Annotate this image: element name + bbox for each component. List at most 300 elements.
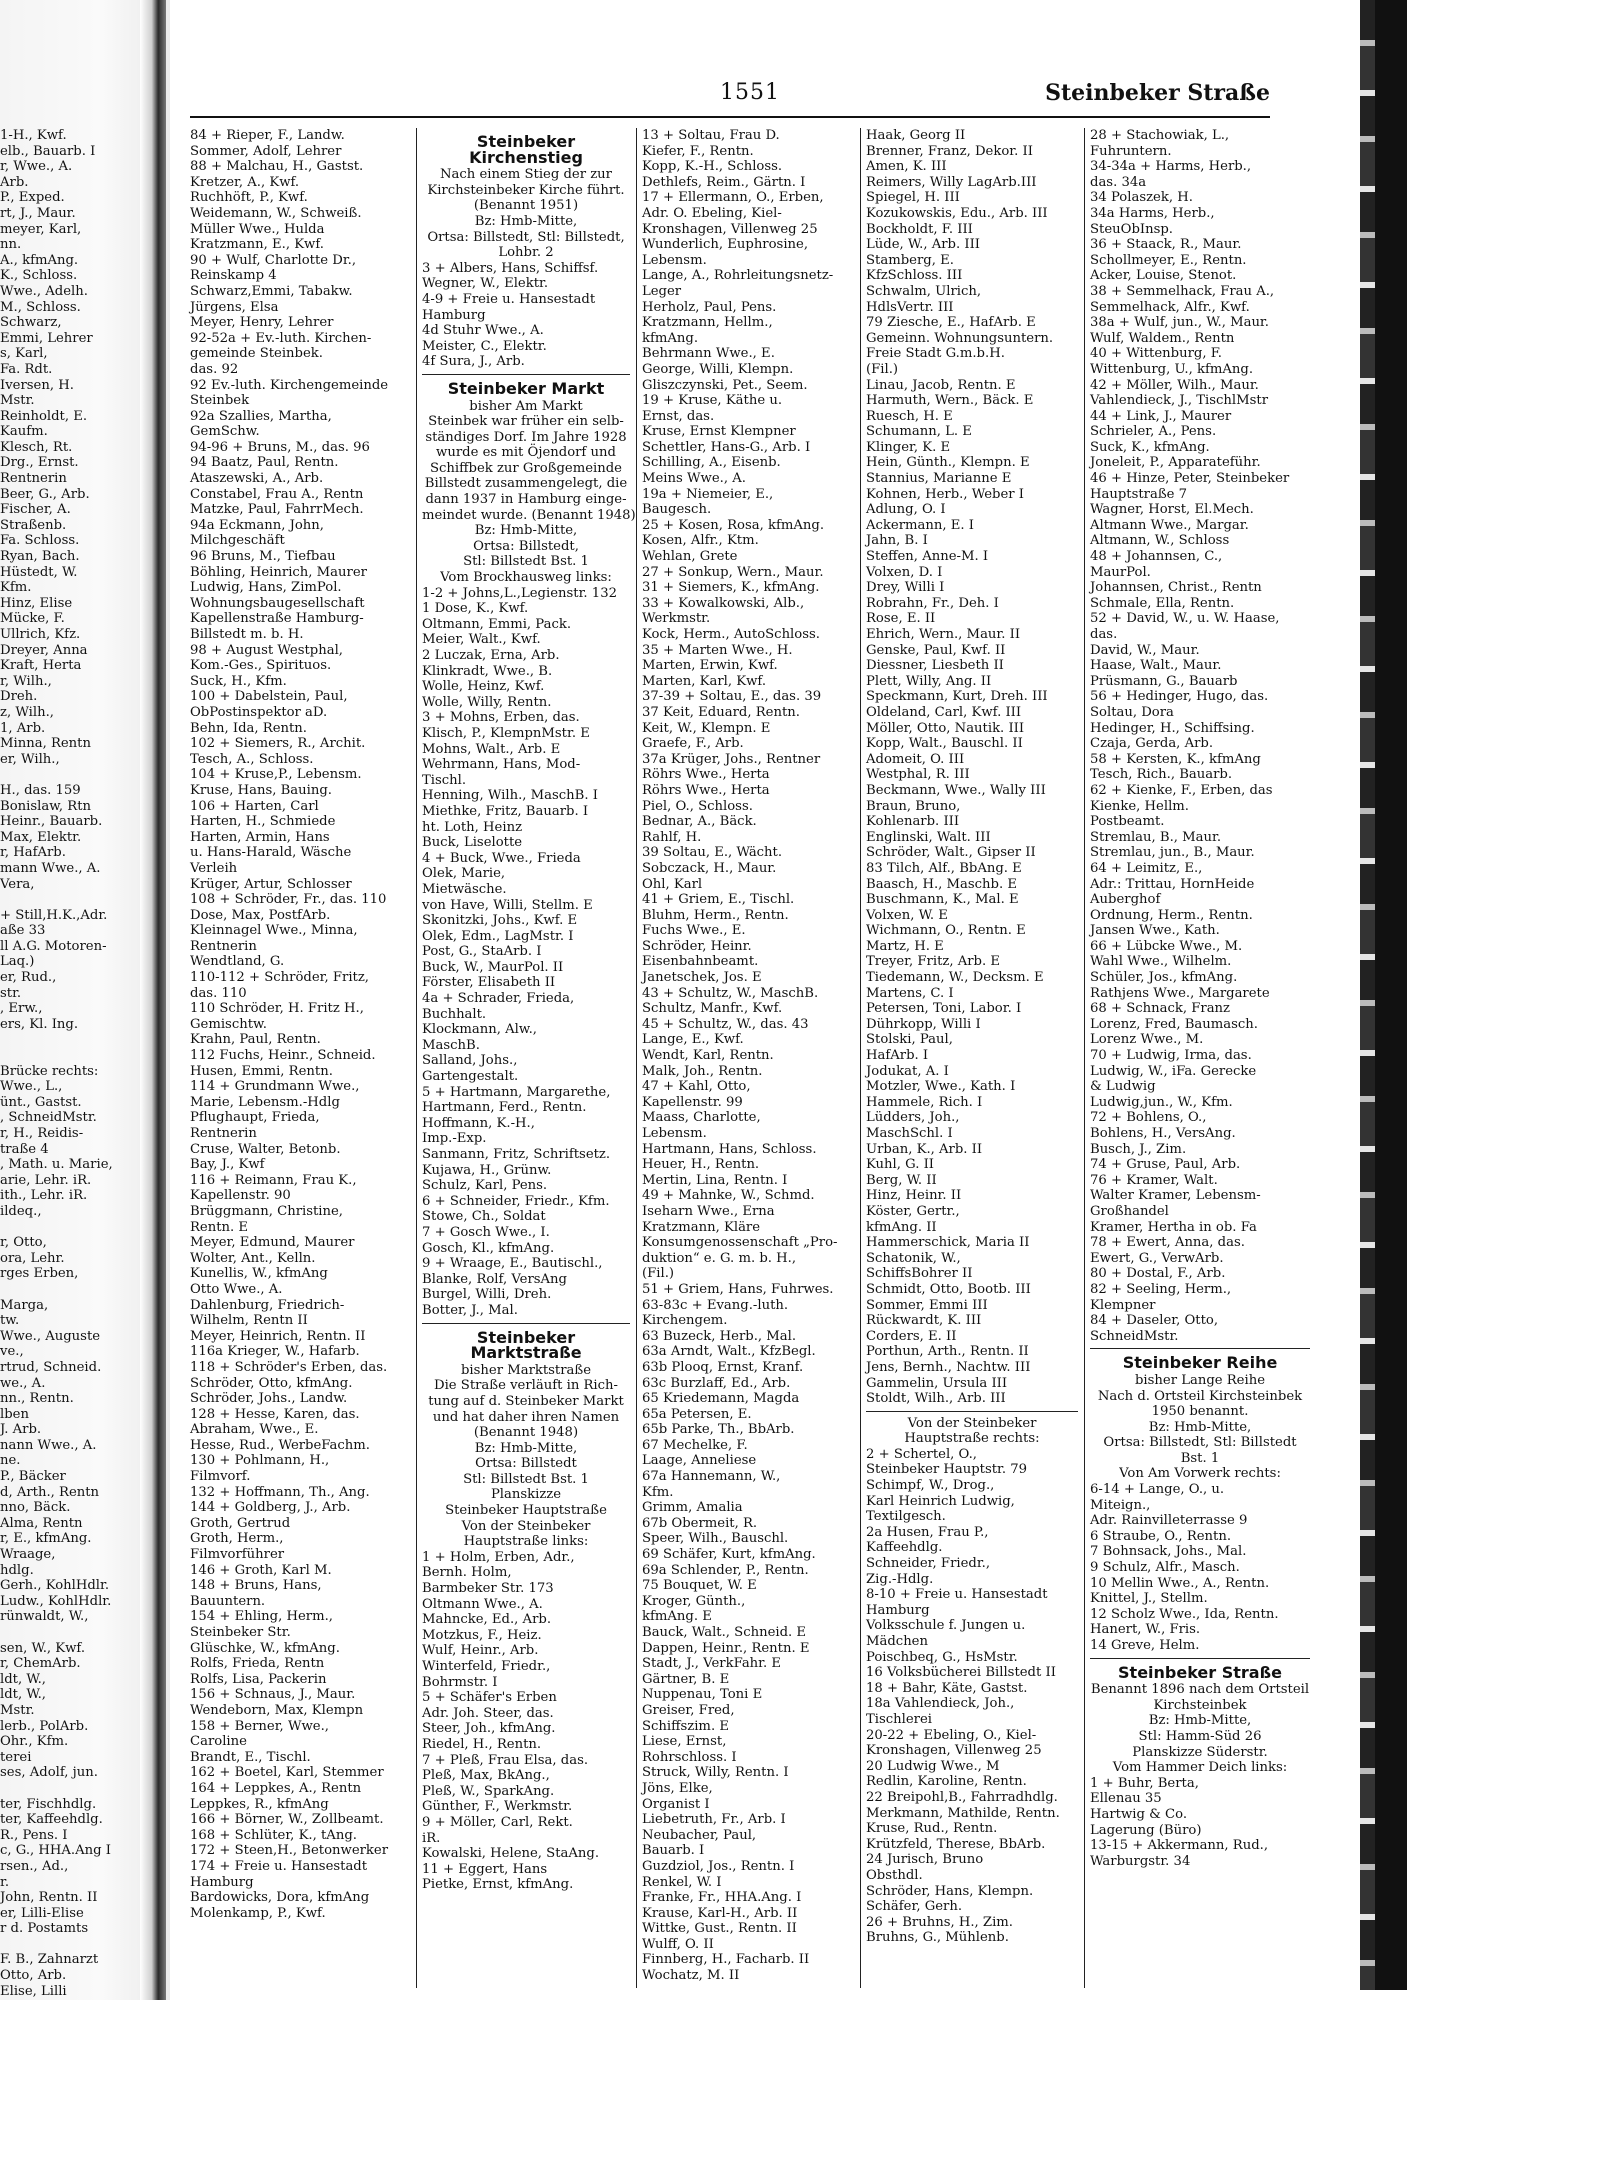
- directory-entry: Köster, Gertr.,: [866, 1203, 960, 1219]
- directory-entry: Burgel, Willi, Dreh.: [422, 1287, 552, 1303]
- fragment-line: ildeq.,: [0, 1203, 42, 1219]
- directory-entry: Böhling, Heinrich, Maurer: [190, 564, 367, 580]
- directory-entry: Lorenz Wwe., M.: [1090, 1032, 1204, 1048]
- directory-entry: Liebetruth, Fr., Arb. I: [642, 1812, 786, 1828]
- directory-column-4: [866, 128, 1078, 1988]
- directory-entry: 88 + Malchau, H., Gastst.: [190, 159, 364, 175]
- section-divider: [1090, 1658, 1310, 1659]
- fragment-line: Otto, Arb.: [0, 1968, 67, 1984]
- directory-entry: Post, G., StaArb. I: [422, 944, 542, 960]
- directory-entry: Hinz, Heinr. II: [866, 1188, 962, 1204]
- street-info-line: dann 1937 in Hamburg einge-: [425, 492, 627, 508]
- directory-entry: Kruse, Hans, Bauing.: [190, 782, 333, 798]
- directory-entry: Volxen, D. I: [866, 564, 943, 580]
- directory-entry: Franke, Fr., HHA.Ang. I: [642, 1890, 802, 1906]
- directory-entry: Bednar, A., Bäck.: [642, 814, 757, 830]
- directory-entry: 6 + Schneider, Friedr., Kfm.: [422, 1193, 610, 1209]
- fragment-line: Reinholdt, E.: [0, 408, 88, 424]
- directory-entry: 1 + Holm, Erben, Adr.,: [422, 1549, 575, 1565]
- directory-entry: 110 Schröder, H. Fritz H.,: [190, 1001, 364, 1017]
- directory-entry: 20 Ludwig Wwe., M: [866, 1758, 1000, 1774]
- directory-entry: Martens, C. I: [866, 985, 954, 1001]
- directory-entry: Iseharn Wwe., Erna: [642, 1203, 775, 1219]
- directory-entry: Günther, F., Werkmstr.: [422, 1799, 573, 1815]
- directory-entry: Sommer, Adolf, Lehrer: [190, 143, 342, 159]
- directory-entry: Malk, Joh., Rentn.: [642, 1063, 763, 1079]
- street-info-line: Vom Brockhausweg links:: [440, 570, 612, 586]
- directory-entry: Harten, H., Schmiede: [190, 814, 336, 830]
- directory-entry: 41 + Griem, E., Tischl.: [642, 892, 795, 908]
- directory-entry: Rose, E. II: [866, 611, 936, 627]
- directory-entry: Karl Heinrich Ludwig,: [866, 1493, 1015, 1509]
- fragment-line: sen, W., Kwf.: [0, 1640, 86, 1656]
- directory-entry: Ernst, das.: [642, 408, 715, 424]
- directory-entry: 44 + Link, J., Maurer: [1090, 408, 1232, 424]
- directory-entry: 94a Eckmann, John,: [190, 517, 324, 533]
- directory-entry: 25 + Kosen, Rosa, kfmAng.: [642, 517, 825, 533]
- directory-entry: Altmann, W., Schloss: [1090, 533, 1230, 549]
- directory-entry: 174 + Freie u. Hansestadt: [190, 1858, 368, 1874]
- directory-entry: Genske, Paul, Kwf. II: [866, 642, 1006, 658]
- directory-entry: 31 + Siemers, K., kfmAng.: [642, 580, 820, 596]
- directory-entry: 83 Tilch, Alf., BbAng. E: [866, 860, 1022, 876]
- directory-entry: Hedinger, H., Schiffsing.: [1090, 720, 1255, 736]
- directory-entry: 158 + Berner, Wwe.,: [190, 1718, 329, 1734]
- book-gutter-shadow: [140, 0, 166, 2000]
- directory-entry: 75 Bouquet, W. E: [642, 1578, 757, 1594]
- directory-entry: Olek, Marie,: [422, 866, 506, 882]
- directory-entry: Bohlens, H., VersAng.: [1090, 1126, 1236, 1141]
- directory-entry: 112 Fuchs, Heinr., Schneid.: [190, 1048, 376, 1064]
- directory-entry: Baasch, H., Maschb. E: [866, 876, 1017, 892]
- directory-entry: 20-22 + Ebeling, O., Kiel-: [866, 1727, 1037, 1743]
- directory-entry: Otto Wwe., A.: [190, 1281, 283, 1297]
- directory-entry: Jahn, B. I: [866, 533, 928, 549]
- directory-entry: Großhandel: [1090, 1203, 1169, 1219]
- directory-entry: Hamburg: [866, 1602, 930, 1618]
- fragment-line: Dreyer, Anna: [0, 642, 88, 658]
- directory-entry: Textilgesch.: [866, 1509, 946, 1525]
- street-info-line: Ortsa: Billstedt: [475, 1456, 577, 1472]
- directory-entry: 116 + Reimann, Frau K.,: [190, 1172, 357, 1188]
- directory-entry: SteuObInsp.: [1090, 221, 1173, 237]
- street-info-line: Lohbr. 2: [498, 245, 554, 261]
- directory-entry: 33 + Kowalkowski, Alb.,: [642, 595, 805, 611]
- directory-entry: Kohnen, Herb., Weber I: [866, 486, 1024, 502]
- directory-entry: MaschB.: [422, 1037, 480, 1053]
- directory-entry: Jodukat, A. I: [866, 1063, 949, 1079]
- street-info-line: Bst. 1: [1180, 1450, 1220, 1466]
- fragment-line: r, H., Reidis-: [0, 1126, 84, 1141]
- directory-entry: Kfm.: [642, 1484, 674, 1500]
- directory-entry: 37 Keit, Eduard, Rentn.: [642, 704, 800, 720]
- directory-entry: Adomeit, O. III: [866, 751, 965, 767]
- directory-entry: 76 + Kramer, Walt.: [1090, 1172, 1218, 1188]
- directory-entry: Kienke, Hellm.: [1090, 798, 1189, 814]
- directory-entry: Pietke, Ernst, kfmAng.: [422, 1877, 574, 1893]
- fragment-line: Beer, G., Arb.: [0, 486, 90, 502]
- directory-entry: Adr.: Trittau, HornHeide: [1090, 876, 1255, 892]
- directory-entry: 47 + Kahl, Otto,: [642, 1079, 751, 1095]
- directory-entry: 164 + Leppkes, A., Rentn: [190, 1780, 362, 1796]
- fragment-line: Bonislaw, Rtn: [0, 798, 92, 814]
- directory-entry: Kock, Herm., AutoSchloss.: [642, 627, 820, 642]
- directory-entry: Krützfeld, Therese, BbArb.: [866, 1836, 1046, 1852]
- street-heading: Steinbeker Marktstraße: [470, 1327, 582, 1363]
- directory-entry: Marten, Karl, Kwf.: [642, 673, 767, 689]
- directory-entry: Brüggmann, Christine,: [190, 1203, 343, 1219]
- fragment-line: John, Rentn. II: [0, 1890, 98, 1906]
- directory-entry: Botter, J., Mal.: [422, 1302, 518, 1318]
- directory-entry: Ordnung, Herm., Rentn.: [1090, 907, 1253, 923]
- fragment-line: r, Otto,: [0, 1235, 47, 1251]
- directory-entry: 8-10 + Freie u. Hansestadt: [866, 1587, 1048, 1603]
- directory-entry: Hartmann, Ferd., Rentn.: [422, 1100, 587, 1116]
- directory-entry: Oldeland, Carl, Kwf. III: [866, 704, 1022, 720]
- directory-entry: 52 + David, W., u. W. Haase,: [1090, 611, 1280, 627]
- directory-entry: Schwalm, Ulrich,: [866, 283, 982, 299]
- fragment-line: + Still,H.K.,Adr.: [0, 907, 108, 923]
- fragment-line: F. B., Zahnarzt: [0, 1952, 99, 1968]
- directory-entry: Mohns, Walt., Arb. E: [422, 741, 561, 757]
- fragment-line: d, Arth., Rentn: [0, 1484, 100, 1500]
- directory-entry: Walter Kramer, Lebensm-: [1090, 1188, 1261, 1204]
- directory-entry: Bernh. Holm,: [422, 1565, 512, 1581]
- directory-entry: 168 + Schlüter, K., tAng.: [190, 1827, 357, 1843]
- directory-entry: Soltau, Dora: [1090, 704, 1174, 720]
- directory-entry: Grimm, Amalia: [642, 1500, 743, 1516]
- directory-entry: Werkmstr.: [642, 611, 711, 627]
- directory-entry: Marie, Lebensm.-Hdlg: [190, 1094, 340, 1110]
- directory-entry: Bay, J., Kwf: [190, 1157, 265, 1173]
- directory-entry: Filmvorführer: [190, 1547, 285, 1563]
- fragment-line: tw.: [0, 1313, 20, 1329]
- fragment-line: Klesch, Rt.: [0, 439, 73, 455]
- previous-page-column-fragment: [0, 128, 140, 1999]
- section-divider: [422, 1323, 630, 1324]
- directory-entry: 78 + Ewert, Anna, das.: [1090, 1235, 1245, 1251]
- directory-entry: Steer, Joh., kfmAng.: [422, 1721, 556, 1737]
- directory-entry: kfmAng.: [642, 330, 699, 346]
- directory-entry: das. 110: [190, 985, 247, 1001]
- street-info-line: ständiges Dorf. Im Jahre 1928: [425, 429, 627, 445]
- directory-entry: MaurPol.: [1090, 564, 1151, 580]
- directory-entry: Kaffeehdlg.: [866, 1540, 943, 1556]
- directory-entry: 100 + Dabelstein, Paul,: [190, 689, 348, 705]
- street-info-line: Stl: Billstedt Bst. 1: [463, 1471, 589, 1487]
- directory-entry: Kapellenstraße Hamburg-: [190, 611, 364, 627]
- directory-entry: Rathjens Wwe., Margarete: [1090, 985, 1270, 1001]
- directory-entry: 37-39 + Soltau, E., das. 39: [642, 689, 822, 705]
- street-info-line: Von der Steinbeker: [907, 1415, 1037, 1431]
- scan-margin-bottom: [0, 2000, 1600, 2177]
- column-rule: [636, 128, 637, 1988]
- directory-entry: Motzler, Wwe., Kath. I: [866, 1079, 1016, 1095]
- directory-entry: Wulff, O. II: [642, 1936, 714, 1952]
- fragment-line: r.: [0, 1874, 10, 1890]
- directory-entry: Gliszczynski, Pet., Seem.: [642, 377, 808, 393]
- directory-entry: 102 + Siemers, R., Archit.: [190, 736, 366, 752]
- directory-entry: Guzdziol, Jos., Rentn. I: [642, 1858, 795, 1874]
- fragment-line: nn., Rentn.: [0, 1391, 74, 1407]
- directory-entry: 5 + Schäfer's Erben: [422, 1690, 557, 1706]
- directory-entry: Sanmann, Fritz, Schriftsetz.: [422, 1147, 611, 1162]
- directory-entry: 106 + Harten, Carl: [190, 798, 319, 814]
- directory-entry: 19 + Kruse, Käthe u.: [642, 393, 783, 409]
- street-info-line: Steinbeker Hauptstraße: [445, 1503, 607, 1519]
- section-divider: [1090, 1348, 1310, 1349]
- directory-entry: Kom.-Ges., Spirituos.: [190, 658, 332, 674]
- directory-entry: 110-112 + Schröder, Fritz,: [190, 970, 369, 986]
- directory-entry: 128 + Hesse, Karen, das.: [190, 1406, 360, 1422]
- directory-entry: Buck, W., MaurPol. II: [422, 959, 564, 975]
- directory-entry: Ataszewski, A., Arb.: [190, 471, 324, 487]
- directory-entry: Buck, Liselotte: [422, 835, 523, 851]
- directory-entry: Filmvorf.: [190, 1469, 251, 1485]
- directory-entry: Lebensm.: [642, 252, 707, 268]
- fragment-line: ldt, W.,: [0, 1671, 46, 1687]
- directory-entry: Lüde, W., Arb. III: [866, 237, 980, 253]
- directory-entry: 162 + Boetel, Karl, Stemmer: [190, 1765, 384, 1781]
- directory-entry: 18 + Bahr, Käte, Gastst.: [866, 1680, 1028, 1696]
- directory-entry: Meyer, Henry, Lehrer: [190, 315, 334, 331]
- directory-entry: Czaja, Gerda, Arb.: [1090, 736, 1214, 752]
- directory-entry: 34-34a + Harms, Herb.,: [1090, 159, 1252, 175]
- directory-entry: Reimers, Willy LagArb.III: [866, 174, 1037, 190]
- directory-entry: Meins Wwe., A.: [642, 471, 746, 487]
- directory-entry: 84 + Daseler, Otto,: [1090, 1313, 1219, 1329]
- fragment-line: nn.: [0, 237, 22, 253]
- fragment-line: arie, Lehr. iR.: [0, 1172, 92, 1188]
- directory-entry: Hoffmann, K.-H.,: [422, 1115, 535, 1131]
- directory-entry: Treyer, Fritz, Arb. E: [866, 954, 1000, 970]
- directory-entry: Liese, Ernst,: [642, 1734, 727, 1750]
- street-info-line: Vom Hammer Deich links:: [1112, 1760, 1288, 1776]
- directory-entry: Steinbek: [190, 393, 250, 409]
- directory-entry: Diessner, Liesbeth II: [866, 658, 1004, 674]
- fragment-line: ter, Kaffeehdlg.: [0, 1812, 103, 1828]
- fragment-line: Kaufm.: [0, 424, 48, 440]
- directory-entry: 40 + Wittenburg, F.: [1090, 346, 1223, 362]
- directory-entry: Bohrmstr. I: [422, 1674, 498, 1690]
- directory-entry: 16 Volksbücherei Billstedt II: [866, 1665, 1056, 1681]
- directory-entry: Ruesch, H. E: [866, 408, 953, 424]
- directory-entry: Wochatz, M. II: [642, 1968, 740, 1984]
- directory-entry: 2 Luczak, Erna, Arb.: [422, 648, 560, 663]
- directory-entry: Klockmann, Alw.,: [422, 1022, 537, 1038]
- directory-entry: Schultz, Manfr., Kwf.: [642, 1001, 783, 1017]
- fragment-line: Kfm.: [0, 580, 32, 596]
- directory-entry: Semmelhack, Alfr., Kwf.: [1090, 299, 1250, 315]
- fragment-line: er, Lilli-Elise: [0, 1905, 84, 1921]
- directory-entry: Bruhns, G., Mühlenb.: [866, 1930, 1009, 1946]
- directory-entry: Dose, Max, PostfArb.: [190, 907, 331, 923]
- fragment-line: we., A.: [0, 1375, 46, 1391]
- directory-entry: 146 + Groth, Karl M.: [190, 1562, 332, 1578]
- directory-entry: Mahncke, Ed., Arb.: [422, 1612, 552, 1628]
- directory-entry: Kozukowskis, Edu., Arb. III: [866, 205, 1048, 221]
- directory-entry: Tesch, Rich., Bauarb.: [1090, 767, 1233, 783]
- directory-entry: Wendeborn, Max, Klempn: [190, 1702, 364, 1718]
- directory-entry: Mädchen: [866, 1634, 928, 1649]
- directory-entry: Wagner, Horst, El.Mech.: [1090, 502, 1254, 518]
- directory-entry: 118 + Schröder's Erben, das.: [190, 1359, 388, 1375]
- directory-entry: Schröder, Johs., Landw.: [190, 1391, 348, 1407]
- directory-entry: Kroger, Günth.,: [642, 1593, 746, 1609]
- directory-entry: Suck, K., kfmAng.: [1090, 439, 1210, 455]
- directory-entry: Behn, Ida, Rentn.: [190, 720, 307, 736]
- directory-entry: Barmbeker Str. 173: [422, 1581, 554, 1597]
- directory-entry: Bauuntern.: [190, 1593, 266, 1609]
- directory-entry: Ohl, Karl: [642, 876, 703, 892]
- directory-entry: Schiffszim. E: [642, 1718, 729, 1734]
- directory-entry: Schröder, Walt., Gipser II: [866, 845, 1036, 861]
- directory-entry: 13 + Soltau, Frau D.: [642, 128, 780, 143]
- directory-entry: Kiefer, F., Rentn.: [642, 143, 754, 159]
- fragment-line: r, Wilh.,: [0, 673, 52, 689]
- directory-entry: Mertin, Lina, Rentn. I: [642, 1172, 788, 1188]
- street-info-line: Kirchsteinbek: [1153, 1697, 1247, 1713]
- directory-entry: Stadt, J., VerkFahr. E: [642, 1656, 782, 1672]
- page-number: 1551: [720, 80, 780, 105]
- fragment-line: Iversen, H.: [0, 377, 74, 393]
- directory-entry: 65 Kriedemann, Magda: [642, 1391, 800, 1407]
- directory-entry: Gosch, Kl., kfmAng.: [422, 1240, 555, 1256]
- scan-margin-right: [1407, 0, 1600, 2177]
- directory-entry: 1 + Buhr, Berta,: [1090, 1775, 1199, 1791]
- directory-entry: 104 + Kruse,P., Lebensm.: [190, 767, 362, 783]
- directory-entry: Ellenau 35: [1090, 1791, 1162, 1807]
- directory-entry: Weidemann, W., Schweiß.: [190, 205, 362, 221]
- directory-entry: Motzkus, F., Heiz.: [422, 1627, 542, 1643]
- directory-entry: George, Willi, Klempn.: [642, 361, 794, 377]
- street-info-line: Von der Steinbeker: [461, 1518, 591, 1534]
- fragment-line: Emmi, Lehrer: [0, 330, 93, 346]
- directory-entry: Husen, Emmi, Rentn.: [190, 1063, 333, 1079]
- directory-entry: Auberghof: [1090, 892, 1161, 908]
- directory-entry: 38a + Wulf, jun., W., Maur.: [1090, 315, 1269, 331]
- fragment-line: rt, J., Maur.: [0, 205, 76, 221]
- directory-entry: Redlin, Karoline, Rentn.: [866, 1774, 1027, 1790]
- directory-entry: von Have, Willi, Stellm. E: [422, 897, 593, 913]
- directory-entry: Skonitzki, Johs., Kwf. E: [422, 913, 578, 929]
- fragment-line: , SchneidMstr.: [0, 1110, 97, 1126]
- directory-entry: Pflughaupt, Frieda,: [190, 1110, 320, 1126]
- directory-entry: Robrahn, Fr., Deh. I: [866, 595, 999, 611]
- directory-entry: Rückwardt, K. III: [866, 1313, 982, 1329]
- street-info-line: bisher Am Markt: [469, 398, 583, 414]
- directory-entry: Schröder, Hans, Klempn.: [866, 1883, 1034, 1899]
- fragment-line: er, Wilh.,: [0, 751, 60, 767]
- directory-entry: Sobczack, H., Maur.: [642, 860, 777, 876]
- directory-entry: Ruchhöft, P., Kwf.: [190, 190, 308, 206]
- directory-entry: Beckmann, Wwe., Wally III: [866, 782, 1046, 798]
- directory-entry: 4a + Schrader, Frieda,: [422, 991, 575, 1007]
- directory-entry: Struck, Willy, Rentn. I: [642, 1765, 789, 1781]
- fragment-line: Heinr., Bauarb.: [0, 814, 103, 830]
- directory-entry: Postbeamt.: [1090, 814, 1165, 830]
- directory-entry: 5 + Hartmann, Margarethe,: [422, 1084, 611, 1100]
- directory-entry: 9 + Möller, Carl, Rekt.: [422, 1814, 573, 1830]
- directory-entry: 63c Burzlaff, Ed., Arb.: [642, 1375, 791, 1391]
- directory-entry: Steffen, Anne-M. I: [866, 549, 989, 565]
- fragment-line: Wwe., Adelh.: [0, 283, 88, 299]
- directory-entry: Mietwäsche.: [422, 881, 507, 897]
- fragment-line: elb., Bauarb. I: [0, 143, 96, 159]
- fragment-line: str.: [0, 985, 22, 1001]
- column-rule: [1084, 128, 1085, 1988]
- page-header: [190, 76, 1270, 118]
- directory-column-5: [1090, 128, 1310, 1988]
- directory-entry: Wolle, Willy, Rentn.: [422, 694, 552, 710]
- directory-entry: 90 + Wulf, Charlotte Dr.,: [190, 252, 357, 268]
- street-info-line: Bz: Hmb-Mitte,: [474, 213, 578, 229]
- fragment-line: nno, Bäck.: [0, 1500, 71, 1516]
- directory-entry: Ackermann, E. I: [866, 517, 974, 533]
- directory-entry: Meister, C., Elektr.: [422, 338, 547, 354]
- street-info-line: Bz: Hmb-Mitte,: [474, 523, 578, 539]
- directory-entry: Suck, H., Kfm.: [190, 673, 287, 689]
- fragment-line: Hüstedt, W.: [0, 564, 78, 580]
- section-divider: [866, 1411, 1078, 1412]
- directory-entry: 132 + Hoffmann, Th., Ang.: [190, 1484, 370, 1500]
- directory-entry: Hein, Günth., Klempn. E: [866, 455, 1030, 471]
- directory-entry: Janetschek, Jos. E: [642, 970, 762, 986]
- directory-entry: Corders, E. II: [866, 1328, 957, 1344]
- fragment-line: H., das. 159: [0, 782, 81, 798]
- directory-entry: Rahlf, H.: [642, 829, 702, 845]
- directory-entry: Schettler, Hans-G., Arb. I: [642, 439, 811, 455]
- directory-entry: 62 + Kienke, F., Erben, das: [1090, 782, 1273, 798]
- directory-entry: Wahl Wwe., Wilhelm.: [1090, 954, 1232, 970]
- directory-entry: Martz, H. E: [866, 938, 944, 954]
- fragment-line: Drg., Ernst.: [0, 455, 79, 471]
- directory-entry: Kruse, Ernst Klempner: [642, 424, 796, 440]
- fragment-line: Wwe., L.,: [0, 1079, 63, 1095]
- directory-entry: Organist I: [642, 1796, 710, 1812]
- directory-entry: 96 Bruns, M., Tiefbau: [190, 549, 336, 565]
- directory-entry: Gemischtw.: [190, 1016, 267, 1032]
- fragment-line: 1-H., Kwf.: [0, 128, 67, 143]
- directory-entry: 28 + Stachowiak, L.,: [1090, 128, 1230, 143]
- directory-entry: 2a Husen, Frau P.,: [866, 1524, 989, 1540]
- fragment-line: rünwaldt, W.,: [0, 1609, 89, 1625]
- directory-entry: Wichmann, O., Rentn. E: [866, 923, 1026, 939]
- directory-entry: Stannius, Marianne E: [866, 471, 1012, 487]
- directory-entry: Kapellenstr. 99: [642, 1094, 743, 1110]
- directory-entry: 22 Breipohl,B., Fahrradhdlg.: [866, 1789, 1058, 1805]
- street-info-line: Ortsa: Billstedt, Stl: Billstedt: [1103, 1435, 1297, 1451]
- directory-entry: 7 Bohnsack, Johs., Mal.: [1090, 1544, 1247, 1560]
- directory-entry: 7 + Gosch Wwe., I.: [422, 1224, 550, 1240]
- fragment-line: ldt, W.,: [0, 1687, 46, 1703]
- fragment-line: R., Pens. I: [0, 1827, 68, 1843]
- directory-entry: Reinskamp 4: [190, 268, 277, 284]
- directory-entry: 4f Sura, J., Arb.: [422, 354, 525, 370]
- directory-entry: Riedel, H., Rentn.: [422, 1736, 542, 1752]
- directory-entry: Urban, K., Arb. II: [866, 1141, 983, 1157]
- directory-entry: 42 + Möller, Wilh., Maur.: [1090, 377, 1259, 393]
- directory-entry: Altmann Wwe., Margar.: [1090, 517, 1249, 533]
- fragment-line: ll A.G. Motoren-: [0, 938, 107, 954]
- fragment-line: Wwe., Auguste: [0, 1328, 101, 1344]
- directory-column-2: [422, 128, 636, 1988]
- fragment-line: A., kfmAng.: [0, 252, 79, 268]
- directory-entry: Tesch, A., Schloss.: [190, 751, 314, 767]
- directory-entry: 69a Schlender, P., Rentn.: [642, 1562, 809, 1578]
- fragment-line: Alma, Rentn: [0, 1515, 83, 1531]
- directory-entry: Gärtner, B. E: [642, 1671, 730, 1687]
